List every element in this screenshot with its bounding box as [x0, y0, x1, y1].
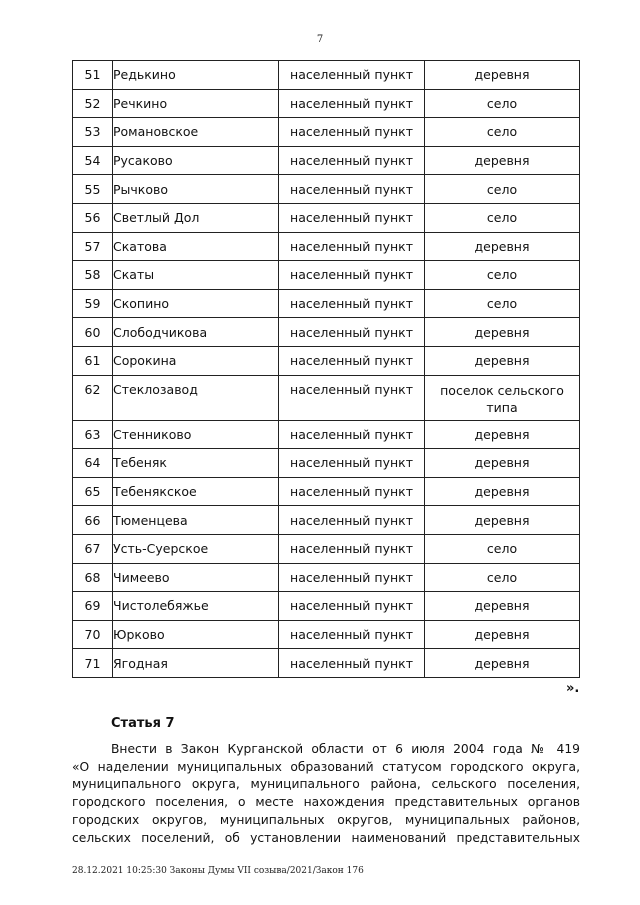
settlement-type: деревня — [425, 449, 580, 478]
settlement-name: Тюменцева — [113, 506, 279, 535]
settlement-type: деревня — [425, 146, 580, 175]
settlement-type: село — [425, 118, 580, 147]
row-number: 65 — [73, 477, 113, 506]
settlement-kind: населенный пункт — [279, 89, 425, 118]
table-row — [73, 318, 580, 347]
table-row — [73, 261, 580, 290]
article-body — [72, 741, 580, 847]
settlement-name: Чимеево — [113, 563, 279, 592]
settlement-kind: населенный пункт — [279, 592, 425, 621]
settlement-kind: населенный пункт — [279, 620, 425, 649]
table-row — [73, 175, 580, 204]
row-number: 51 — [73, 61, 113, 90]
settlement-kind: населенный пункт — [279, 563, 425, 592]
page-number: 7 — [316, 34, 324, 45]
row-number: 59 — [73, 289, 113, 318]
table-row — [73, 620, 580, 649]
settlement-name: Светлый Дол — [113, 203, 279, 232]
settlement-kind: населенный пункт — [279, 318, 425, 347]
settlement-kind: населенный пункт — [279, 649, 425, 678]
settlement-type: деревня — [425, 232, 580, 261]
row-number: 52 — [73, 89, 113, 118]
table-row — [73, 563, 580, 592]
settlement-type: село — [425, 203, 580, 232]
body-line: городских округов, муниципальных округов, муниципальных районов, — [72, 812, 580, 827]
article-heading: Статья 7 — [111, 716, 175, 731]
settlement-name: Юрково — [113, 620, 279, 649]
settlement-kind: населенный пункт — [279, 203, 425, 232]
row-number: 53 — [73, 118, 113, 147]
row-number: 63 — [73, 420, 113, 449]
row-number: 55 — [73, 175, 113, 204]
settlement-type: село — [425, 563, 580, 592]
settlement-type: деревня — [425, 477, 580, 506]
closing-quote: ». — [566, 681, 580, 696]
row-number: 61 — [73, 346, 113, 375]
settlement-type: деревня — [425, 592, 580, 621]
settlement-type: деревня — [425, 420, 580, 449]
settlement-name: Скопино — [113, 289, 279, 318]
settlements-table-body — [73, 61, 580, 678]
settlement-kind: населенный пункт — [279, 61, 425, 90]
row-number: 54 — [73, 146, 113, 175]
settlement-kind: населенный пункт — [279, 146, 425, 175]
settlement-name: Усть-Суерское — [113, 534, 279, 563]
settlement-name: Редькино — [113, 61, 279, 90]
table-row — [73, 346, 580, 375]
settlement-kind: населенный пункт — [279, 289, 425, 318]
table-row — [73, 232, 580, 261]
settlement-kind: населенный пункт — [279, 261, 425, 290]
settlement-type: деревня — [425, 506, 580, 535]
table-row — [73, 375, 580, 420]
table-row — [73, 289, 580, 318]
row-number: 60 — [73, 318, 113, 347]
settlement-name: Скатова — [113, 232, 279, 261]
settlement-type: село — [425, 534, 580, 563]
settlement-name: Скаты — [113, 261, 279, 290]
settlement-kind: населенный пункт — [279, 118, 425, 147]
body-line: «О наделении муниципальных образований статусом городского округа, — [72, 759, 580, 774]
body-line: сельских поселений, об установлении наименований представительных — [72, 830, 580, 845]
settlement-kind: населенный пункт — [279, 346, 425, 375]
settlement-type: село — [425, 175, 580, 204]
settlement-type: деревня — [425, 649, 580, 678]
row-number: 62 — [73, 375, 113, 420]
settlement-kind: населенный пункт — [279, 477, 425, 506]
settlement-kind: населенный пункт — [279, 449, 425, 478]
document-footer: 28.12.2021 10:25:30 Законы Думы VII созыва/2021/Закон 176 — [72, 866, 364, 876]
settlement-type: деревня — [425, 346, 580, 375]
settlement-name: Стеклозавод — [113, 375, 279, 420]
settlement-name: Русаково — [113, 146, 279, 175]
settlement-kind: населенный пункт — [279, 375, 425, 420]
settlement-type: деревня — [425, 61, 580, 90]
body-line: муниципального округа, муниципального района, сельского поселения, — [72, 777, 580, 792]
settlement-name: Стенниково — [113, 420, 279, 449]
row-number: 69 — [73, 592, 113, 621]
settlement-name: Романовское — [113, 118, 279, 147]
settlement-kind: населенный пункт — [279, 506, 425, 535]
table-row — [73, 506, 580, 535]
row-number: 67 — [73, 534, 113, 563]
table-row — [73, 146, 580, 175]
row-number: 64 — [73, 449, 113, 478]
row-number: 56 — [73, 203, 113, 232]
table-row — [73, 118, 580, 147]
settlement-type: поселок сельского типа — [425, 375, 580, 420]
table-row — [73, 420, 580, 449]
table-row — [73, 449, 580, 478]
table-row — [73, 649, 580, 678]
settlement-type: село — [425, 261, 580, 290]
settlement-name: Речкино — [113, 89, 279, 118]
row-number: 71 — [73, 649, 113, 678]
row-number: 58 — [73, 261, 113, 290]
row-number: 66 — [73, 506, 113, 535]
table-row — [73, 61, 580, 90]
settlement-kind: населенный пункт — [279, 232, 425, 261]
settlement-kind: населенный пункт — [279, 420, 425, 449]
settlement-name: Чистолебяжье — [113, 592, 279, 621]
settlement-type: деревня — [425, 318, 580, 347]
settlement-type: село — [425, 289, 580, 318]
settlement-name: Тебеняк — [113, 449, 279, 478]
settlement-type: деревня — [425, 620, 580, 649]
body-line: городского поселения, о месте нахождения представительных органов — [72, 795, 580, 810]
settlement-name: Тебенякское — [113, 477, 279, 506]
table-row — [73, 89, 580, 118]
settlement-name: Слободчикова — [113, 318, 279, 347]
settlements-table — [72, 60, 580, 678]
table-row — [73, 534, 580, 563]
row-number: 57 — [73, 232, 113, 261]
settlement-name: Ягодная — [113, 649, 279, 678]
table-row — [73, 477, 580, 506]
body-line: Внести в Закон Курганской области от 6 июля 2004 года № 419 — [111, 742, 580, 756]
row-number: 68 — [73, 563, 113, 592]
settlement-name: Рычково — [113, 175, 279, 204]
table-row — [73, 592, 580, 621]
settlement-kind: населенный пункт — [279, 534, 425, 563]
table-row — [73, 203, 580, 232]
settlement-name: Сорокина — [113, 346, 279, 375]
row-number: 70 — [73, 620, 113, 649]
settlement-kind: населенный пункт — [279, 175, 425, 204]
settlement-type: село — [425, 89, 580, 118]
